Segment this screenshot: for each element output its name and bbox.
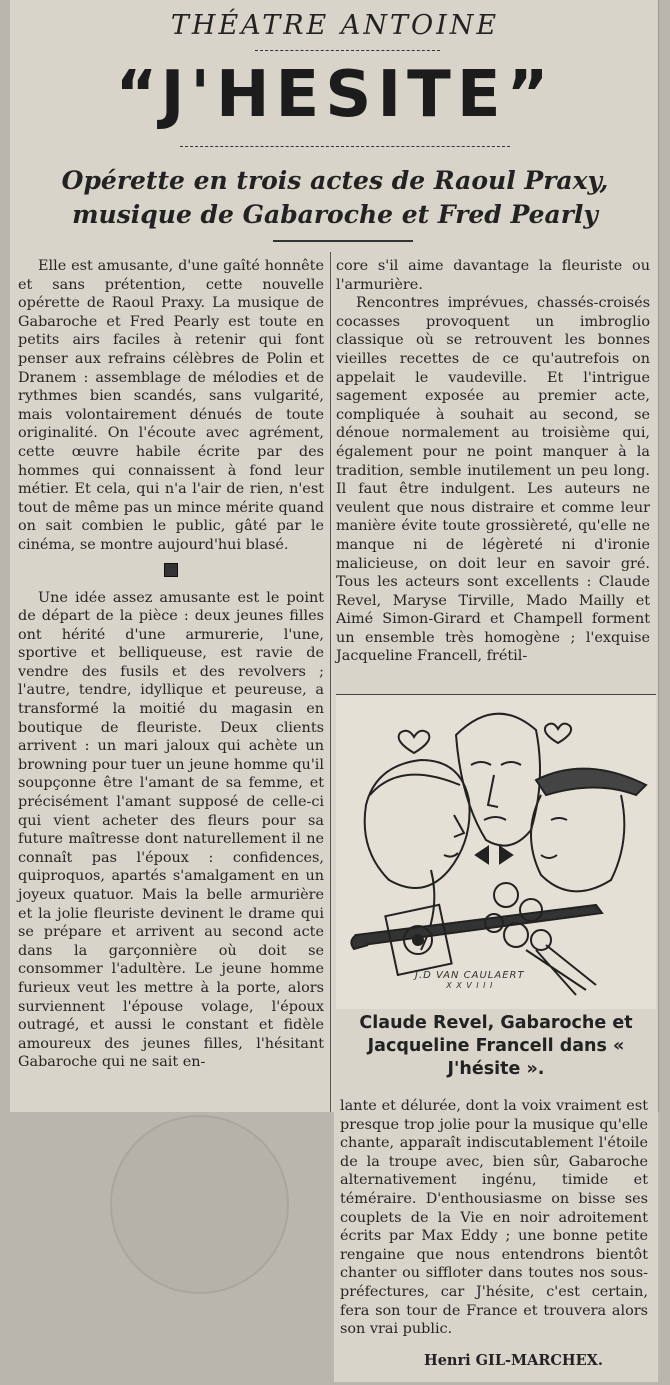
section-ornament bbox=[164, 563, 178, 577]
header-rule-top bbox=[255, 50, 440, 51]
woman-left-head bbox=[365, 760, 470, 888]
signature-text: J.D VAN CAULAERT bbox=[415, 970, 525, 981]
paragraph: Une idée assez amusante est le point de départ de la pièce : deux jeunes filles ont hérité d'une armurerie, l'une, sportive et belliqueuse, est ravie de vendre des fusils et des revolvers ; l'autre, tendre, idyllique et peureuse, a transformé la moitié du magasin en boutique de fleuriste. Deux clients arrivent : un mari jaloux qui achète un browning pour tuer un jeune homme qu'il soupçonne être l'amant de sa femme, et précisément l'amant supposé de celle-ci qui vient acheter des fleurs pour sa future maîtresse dont naturellement il ne connaît pas l'époux : confidences, quiproquos, apartés s'amalgament en un joyeux quatuor. Mais la belle armurière et la jolie fleuriste devinent le drame qui se prépare et arrivent au second acte dans la garçonnière où doit se consommer l'adultère. Le jeune homme furieux veut les mettre à la porte, alors surviennent l'épouse volage, l'époux outragé, et aussi le constant et fidèle amoureux des jeunes filles, l'hésitant Gabaroche qui ne sait en- bbox=[18, 589, 324, 1071]
paragraph: core s'il aime davantage la fleuriste ou l'armurière. bbox=[336, 258, 650, 293]
article-column-2 bbox=[336, 257, 650, 666]
paragraph: lante et délurée, dont la voix vraiment est presque trop jolie pour la musique qu'elle chante, apparaît indiscutablement l'étoile de la troupe avec, bien sûr, Gabaroche alternativement ingénu, timide et téméraire. D'enthousiasme on bisse ses couplets de la Vie en noir adroitement écrits par Max Eddy ; une bonne petite rengaine que nous entendrons bientôt chanter ou siffloter dans toutes nos sous-préfectures, car J'hésite, c'est certain, fera son tour de France et trouvera alors son vrai public. bbox=[340, 1098, 648, 1338]
heart-right-icon bbox=[545, 724, 571, 743]
article-column-1 bbox=[18, 257, 324, 1072]
subtitle-line-1: Opérette en trois actes de Raoul Praxy, bbox=[61, 166, 609, 195]
woman-right-head bbox=[531, 795, 624, 891]
artist-signature bbox=[415, 970, 525, 990]
subtitle-line-2: musique de Gabaroche et Fred Pearly bbox=[72, 200, 598, 229]
caricature-illustration bbox=[336, 694, 656, 1009]
hat-icon bbox=[536, 769, 646, 795]
faded-stamp bbox=[110, 1115, 289, 1294]
bow-tie-icon bbox=[476, 847, 512, 863]
paragraph: Elle est amusante, d'une gaîté honnête et sans prétention, cette nouvelle opérette de Raoul Praxy. La musique de Gabaroche et Fred Pearly est toute en petits airs faciles à retenir qui font penser aux refrains célèbres de Polin et Dranem : assemblage de mélodies et de rythmes bien scandés, sans vulgarité, mais volontairement dénués de toute originalité. On l'écoute avec agrément, cette œuvre habile écrite par des hommes qui connaissent à fond leur métier. Et cela, qui n'a l'air de rien, n'est tout de même pas un mince mérite quand on sait combien le public, gâté par le cinéma, se montre aujourd'hui blasé. bbox=[18, 258, 324, 553]
paragraph: Rencontres imprévues, chassés-croisés cocasses provoquent un imbroglio classique où se retrouvent les bonnes vieilles recettes de ce qu'autrefois on appelait le vaudeville. Et l'intrigue sagement exposée au premier acte, compliquée à souhait au second, se dénoue normalement au troisième qui, également pour ne point manquer à la tradition, semble inutilement un peu long. Il faut être indulgent. Les auteurs ne veulent que nous distraire et comme leur manière évite toute grossièreté, qu'elle ne manque ni de légèreté ni d'ironie malicieuse, on doit leur en savoir gré. Tous les acteurs sont excellents : Claude Revel, Maryse Tirville, Mado Mailly et Aimé Simon-Girard et Champell forment un ensemble très homogène ; l'exquise Jacqueline Francell, frétil- bbox=[336, 295, 650, 665]
subtitle bbox=[0, 164, 670, 232]
flower-icon bbox=[494, 883, 518, 907]
illustration-caption: Claude Revel, Gabaroche et Jacqueline Francell dans « J'hésite ». bbox=[359, 1013, 633, 1079]
article-column-3 bbox=[340, 1097, 648, 1339]
author-signature: Henri GIL-MARCHEX. bbox=[424, 1352, 603, 1369]
play-title: “J'HESITE” bbox=[115, 58, 555, 132]
caricature-drawing bbox=[336, 695, 656, 1009]
signature-sub: X X V I I I bbox=[446, 981, 494, 990]
theatre-heading: THÉATRE ANTOINE bbox=[170, 10, 500, 41]
rifle-icon bbox=[356, 905, 602, 945]
header-rule-bottom bbox=[180, 146, 510, 147]
subtitle-rule bbox=[273, 240, 413, 242]
column-divider bbox=[330, 252, 331, 1112]
heart-left-icon bbox=[399, 731, 430, 753]
